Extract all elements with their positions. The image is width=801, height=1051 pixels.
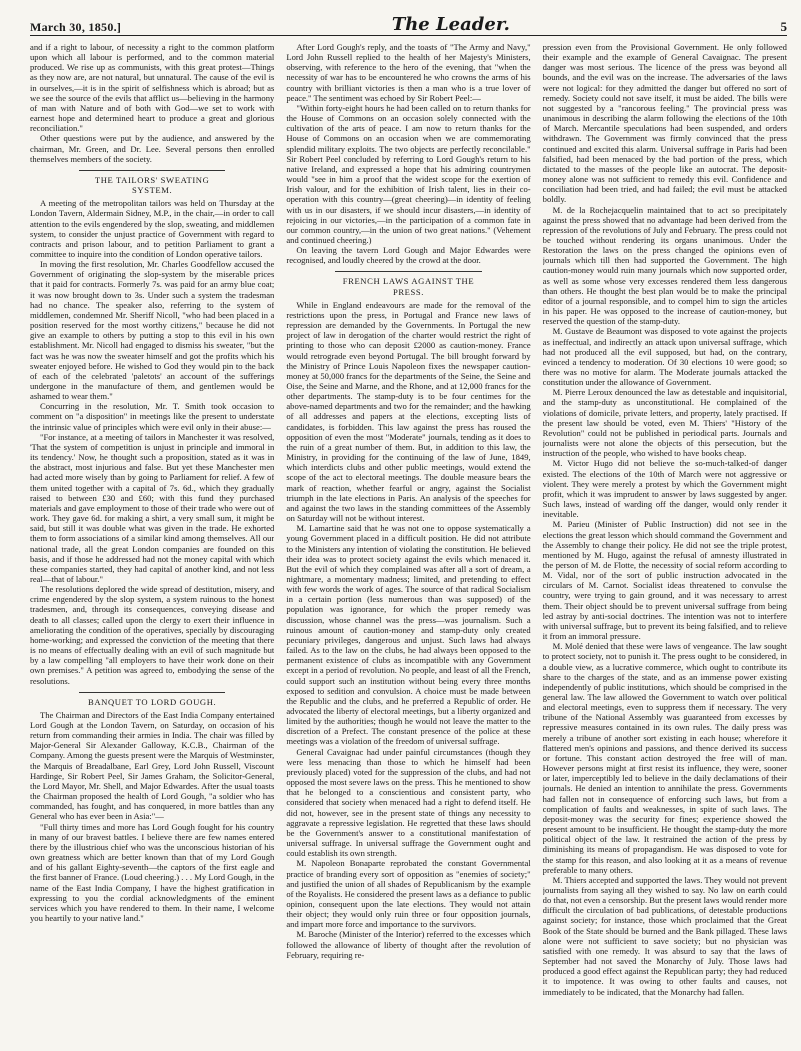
paragraph: The resolutions deplored the wide spread of destitution, misery, and crime engendered by the slop system, a system ruinous to the honest tradesmen, and, through its consequences, conveying disease and death to all classes; called upon the clergy to exert their influence in ameliorating the condition of the operatives, specially by discouraging home-working; and expressed the conviction of the meeting that there is no means of effectually dealing with an evil of such magnitude but by a law compelling "all employers to have their work done on their own premises." A petition was agreed to, embodying the sense of the resolutions. [30,584,275,686]
paragraph: M. Victor Hugo did not believe the so-much-talked-of danger existed. The elections of the 10th of March were not aggressive or violent. They were merely a protest by which the Government might profit, which it was imprudent to answer by laws suggested by anger. Such laws, instead of warding off the danger, would only render it inevitable. [542,458,787,520]
paragraph: M. de la Rochejacquelin maintained that to act so precipitately against the press showed that no advantage had been derived from the repression of the revolutions of July and February. The press could not be touched without rendering its organs unanimous. Under the Restoration the laws on the press changed the opinions even of journals which till then had supported the Government. The high caution-money would ruin many journals which now supported order, as well as some whose very excesses rendered them less dangerous than others. He thought the best plan would be to make the principal editor of a journal responsible, and to compel him to sign the articles in his paper. He was opposed to the increase of caution-money, but reserved the question of the stamp-duty. [542,204,787,327]
column-1 [30,42,274,1037]
paragraph: M. Molé denied that these were laws of vengeance. The law sought to protect society, not to punish it. The press ought to be considered, in a double view, as a lucrative commerce, which ought to contribute its share to the charges of the state, and as an immense power existing independently of public institutions, which should be comprised in the general law. The law allowed the Government to watch over political and electoral meetings, even to suppress them if necessary. The very tribune of the National Assembly was guaranteed from excesses by repressive measures contained in its own rules. The daily press was merely a tribune of another sort existing in each house; wherefore it flattered men's opinions and passions, and thence derived its success or fortune. This constant action destroyed the free will of man. However persons might at first resist its influence, they were, sooner or later, imperceptibly led to believe in the daily declamations of their journals. He denied an intention to annihilate the press. Governments had fallen not in consequence of enforcing such laws, but from a complication of faults and weaknesses, in spite of such laws. The deposit-money was the security for fines; experience showed the present amount to be insufficient. He thought the stamp-duty the more political object of the law. It restrained the action of the press by diminishing its means of propagandism. He was disposed to vote for the stamp for this reason, and also looking at it as a means of revenue preferable to many others. [542,641,787,875]
paragraph: M. Napoleon Bonaparte reprobated the constant Governmental practice of branding every sort of opposition as "enemies of society;" and justified the union of all shades of Republicanism by the example of the Royalists. He considered the present laws as a defiance to public opinion, consequent upon the late elections. They would not attain their object; they would only ruin three or four opposition journals, and impart more force and importance to the survivors. [286,858,531,930]
paragraph: M. Gustave de Beaumont was disposed to vote against the projects as ineffectual, and indirectly an attack upon universal suffrage, which had not produced all the evil supposed, but had, on the contrary, evinced a tendency to moderation. Of 30 elections 10 were good; so there was no motive for alarm. The Moderate journals attacked the constitution under the allowance of Government. [542,326,787,388]
article-heading-banquet: BANQUET TO LORD GOUGH. [79,692,226,707]
paragraph: M. Baroche (Minister of the Interior) referred to the excesses which followed the allowance of liberty of thought after the revolution of February, requiring re- [286,929,531,960]
paragraph: Other questions were put by the audience, and answered by the chairman, Mr. Green, and Dr. Lee. Several persons then enrolled themselves members of the society. [30,133,275,164]
issue-date: March 30, 1850.] [30,20,122,34]
paragraph: and if a right to labour, of necessity a right to the common platform upon which all labour is performed, and to the common material produced. We rise up as communists, with this great protest—Things as they now are, are not natural, but unnatural. The cause of the evil is in ourselves,—it is in the spirit of selfishness which is abroad; but as we see the source of the evils that afflict us—believing in the harmony of man with Nature and of both with God—we set to work with earnest hope and determined heart to produce a great and glorious reconciliation." [30,42,275,134]
paragraph: After Lord Gough's reply, and the toasts of "The Army and Navy," Lord John Russell replied to the health of her Majesty's Ministers, observing, with reference to the hero of the evening, that "when the necessity of war has to be encountered he who crowns the arms of his country with brilliant victories is then a man who is a true lover of peace." The sentiment was echoed by Sir Robert Peel:— [286,42,531,103]
paragraph: Concurring in the resolution, Mr. T. Smith took occasion to comment on "a disposition" in meetings like the present to understate the intrinsic value of principles which were evil only in their abuse:— [30,401,275,432]
paragraph: While in England endeavours are made for the removal of the restrictions upon the press, in Portugal and France new laws of repression are demanded by the Governments. In Portugal the new project of law in derogation of the charter would restrict the right of printing to those who can deposit £2000 as caution-money. France would retrograde even beyond Portugal. The bill brought forward by the Ministry of Prince Louis Napoleon fixes the newspaper caution-money at 50,000 francs for the departments of the Seine, the Seine and Oise, the Seine and Marne, and the Rhone, and at 12,000 francs for the other departments. The stamp-duty is to be four centimes for the above-named departments and two for the remainder; and the hawking of all addresses and papers at the elections, excepting lists of candidates, is forbidden. This law against the press has roused the opposition of even the most "Moderate" journals, tending as it does to the ruin of a great number of them. But, in addition to this law, the Ministry, in providing for the continuing of the law of June, 1849, which interdicts clubs and other public meetings, would extend the scope of the act to electoral meetings. The double measure bears the mark of reaction, whether fearful or angry, against the Socialist triumph in the late elections in Paris. An analysis of the speeches for and against the two laws in the standing committees of the Assembly on Saturday will not be without interest. [286,299,531,524]
paragraph: pression even from the Provisional Government. He only followed their example and the example of General Cavaignac. The present danger was most serious. The licence of the press was beyond all bounds, and the evil was on the increase. The adversaries of the laws were not logical: for they admitted the danger but offered no sort of remedy. Society could not save itself, it must be aided. The bills were not suggested by a "rancorous feeling." The provincial press was unanimous in describing the alarm following the elections of the 10th of March. Mercantile speculations had been suspended, and orders withdrawn. The Government was firmly convinced that the press continued and excited this alarm. Universal suffrage in Paris had been falsified, had been menaced by the bad portion of the press, which dictated to the masses of the people like an autocrat. The deposit-money alone was not sufficient to remedy this evil. Confidence and conciliation had been tried, and had failed; the evil must be attacked boldly. [542,42,787,205]
paragraph: M. Pierre Leroux denounced the law as detestable and inquisitorial, and the stamp-duty as unconstitutional. He complained of the violations of domicile, private letters, and property, lately practised. If the present law should be voted, even M. Thiers' "History of the Revolution" could not be published in periodical parts. Journals and journalists were not alone the objects of this persecution, but the instruction of the people, who wished to have books cheap. [542,387,787,459]
article-heading-tailors: THE TAILORS' SWEATING SYSTEM. [79,170,226,195]
page-header [30,0,787,36]
paragraph: General Cavaignac had under painful circumstances (though they were less menacing than those to which he himself had been previously placed) voted for the suppression of the clubs, and had not opposed the most severe laws on the press. This he mentioned to show that he belonged to a conscientious and consistent party, who considered that society when menaced had a right to defend itself. He did not, however, see in the present state of things any necessity to aggravate a repressive legislation. He regretted that these laws should be the Government's answer to a constitutional manifestation of universal suffrage. In universal suffrage the Government ought and could establish its own strength. [286,746,531,859]
article-heading-french-press: FRENCH LAWS AGAINST THE PRESS. [335,271,482,296]
paragraph: A meeting of the metropolitan tailors was held on Thursday at the London Tavern, Aldermain Sidney, M.P., in the chair,—in order to call attention to the evils engendered by the slop, sweating, and middlemen system, to consider the unjust practice of Government with regard to contracts and prison labour, and to petition Parliament to grant a committee to inquire into the condition of London operative tailors. [30,198,275,259]
paragraph: M. Thiers accepted and supported the laws. They would not prevent journalists from saying all they wished to say. No law on earth could do that, not even a censorship. But the present laws would render more difficult the circulation of bad publications, of detestable productions against society; for instance, those which proclaimed that the Great Book of the State should be burned and the Bank pillaged. These laws alone were not sufficient to save society; but no physician was satisfied with one remedy. It was absurd to say that the laws of September had not saved the Monarchy of July. Those laws had produced a good effect against the Republican party; they had reduced it to impotence. It was owing to other faults and causes, not immediately to be indicated, that the Monarchy had fallen. [542,874,787,997]
paragraph: "Full thirty times and more has Lord Gough fought for his country in many of our bravest battles. I believe there are few names entered there by the illustrious chief who was the unconscious historian of his own greatness which are better known than that of my Lord Gough and of his gallant Eighty-seventh—the captors of the first eagle and the first banner of France. (Loud cheering.) . . . My Lord Gough, in the name of the East India Company, I have the highest gratification in expressing to you the cordial acknowledgments of the eminent services which you have rendered to them. In their name, I welcome you heartily to your native land." [30,821,275,923]
paragraph: "Within forty-eight hours he had been called on to return thanks for the House of Commons on an occasion solely connected with the cultivation of the arts of peace. I am now to return thanks for the House of Commons on an occasion when we are commemorating splendid military exploits. The two objects are perfectly reconcilable." Sir Robert Peel concluded by referring to Lord Gough's return to his native Ireland, and expressed a hope that his admiring countrymen would "see in him a proof that the widest scope for the exertion of Irish valour, and for the exhibition of Irish talent, lies in their co-operation with this country—(great cheering)—in identity of feeling with us in our disasters, if we should incur disasters,—in identity of rejoicing in our victories,—in the participation of a common fate in our common country,—in the union of two great nations." (Vehement and continued cheering.) [286,102,531,245]
paragraph: In moving the first resolution, Mr. Charles Goodfellow accused the Government of originating the slop-system by the miserable prices that it paid for contracts. Formerly 7s. was paid for an army blue coat; it was now brought down to 3s. Under such a system the tradesman had no chance. The speaker also, referring to the system of middlemen, condemned Mr. Sheriff Nicoll, "who had been placed in a position reserved for the most worthy citizens," because he did not give an example to others by putting a stop to this evil in his own establishment. Mr. Nicoll had engaged to dismiss his sweater, "but the fact was he was now the sweater himself and got the profits which his sweater enjoyed before. He wished to God they would pin to the back of each of the celebrated 'paletots' an account of the sufferings undergone in the manufacture of them, and gentlemen would be ashamed to wear them." [30,259,275,402]
column-2 [286,42,530,1037]
column-3 [543,42,787,1037]
paragraph: M. Lamartine said that he was not one to oppose systematically a young Government placed in a difficult position. He did not attribute to the Ministers any intention of violating the constitution. He believed their idea was to protect society against the evils which menaced it. But the evil of which they complained was after all a sort of dream, a nightmare, a momentary madness; limited, and pretending to effect with few words the work of ages. The source of that radical Socialism in a certain portion (less numerous than was supposed) of the population was ignorance, for which the proper remedy was discussion, whose channel was the press—was journalism. Such a ruinous amount of caution-money and stamp-duty only created pecuniary privileges, dangerous and unjust. Such laws had always failed. As to the law on the clubs, he had always been opposed to the permanent existence of clubs as incompatible with any Government except in a period of revolution. No people, and least of all the French, could support such an institution without being every three months exposed to sedition and convulsion. A choice must be made between the Republic and the clubs, and he preferred a Republic of order. He advocated the liberty of electoral meetings, but a liberty organized and limited by the authorities; though he would not leave the matter to the discretion of a Prefect. The constant presence of the police at these meetings was a violation of the freedom of universal suffrage. [286,523,531,747]
columns [30,42,787,1037]
paragraph: On leaving the tavern Lord Gough and Major Edwardes were recognised, and loudly cheered by the crowd at the door. [286,245,531,266]
masthead-title: The Leader. [391,14,510,35]
paragraph: "For instance, at a meeting of tailors in Manchester it was resolved, 'That the system of competition is unjust in principle and immoral in its tendency.' Now, he thought such a proposition, stated as it was in the abstract, most injurious and false. But yet these Manchester men had acted more wisely than by going to Parliament for relief. A few of them united together with a capital of 7s. 6d., which they gradually raised to between £30 and £60; with this fund they purchased materials and gave employment to those of their trade who were out of work. They gave 6d. for making a shirt, a very small sum, it might be said, but still it was double what was given in the trade. He exhorted them to form associations of a similar kind among themselves. All our national trade, all the great London companies are founded on this basis, and if those he addressed had not the money capital with which these companies started, they had capital of another kind, and not less real—that of labour." [30,431,275,584]
paragraph: M. Parieu (Minister of Public Instruction) did not see in the elections the great lesson which should command the Government and the Assembly to change their policy. He did not see the triple protest, mentioned by M. Hugo, against the refusal of amnesty illustrated in the person of M. de Flotte, the necessity of social reform according to M. Vidal, nor of the sort of public instruction advocated in the circulars of M. Carnot. Socialist ideas threatened to convulse the country, were trying to gain ground, and it was necessary to arrest them. Their object should be to prevent universal suffrage from being led astray by anti-social doctrines. The intention was not to interfere with universal suffrage, but to prevent its being falsified, and to relieve it from an immoral pressure. [542,519,787,642]
page-number: 5 [780,19,787,34]
paragraph: The Chairman and Directors of the East India Company entertained Lord Gough at the London Tavern, on Saturday, on occasion of his return from commanding their armies in India. The chair was filled by Major-General Sir Alexander Galloway, K.C.B., Chairman of the Company. Among the guests present were the Marquis of Westminster, the Marquis of Breadalbane, Earl Grey, Lord John Russell, Viscount Hardinge, Sir Robert Peel, Sir James Graham, the Solicitor-General, the Lord Mayor, Mr. Shell, and Major Edwardes. After the usual toasts the Chairman proposed the health of Lord Gough, "a soldier who has commanded, has fought, and has conquered, in more battles than any General who has ever been in Asia:"— [30,709,275,822]
